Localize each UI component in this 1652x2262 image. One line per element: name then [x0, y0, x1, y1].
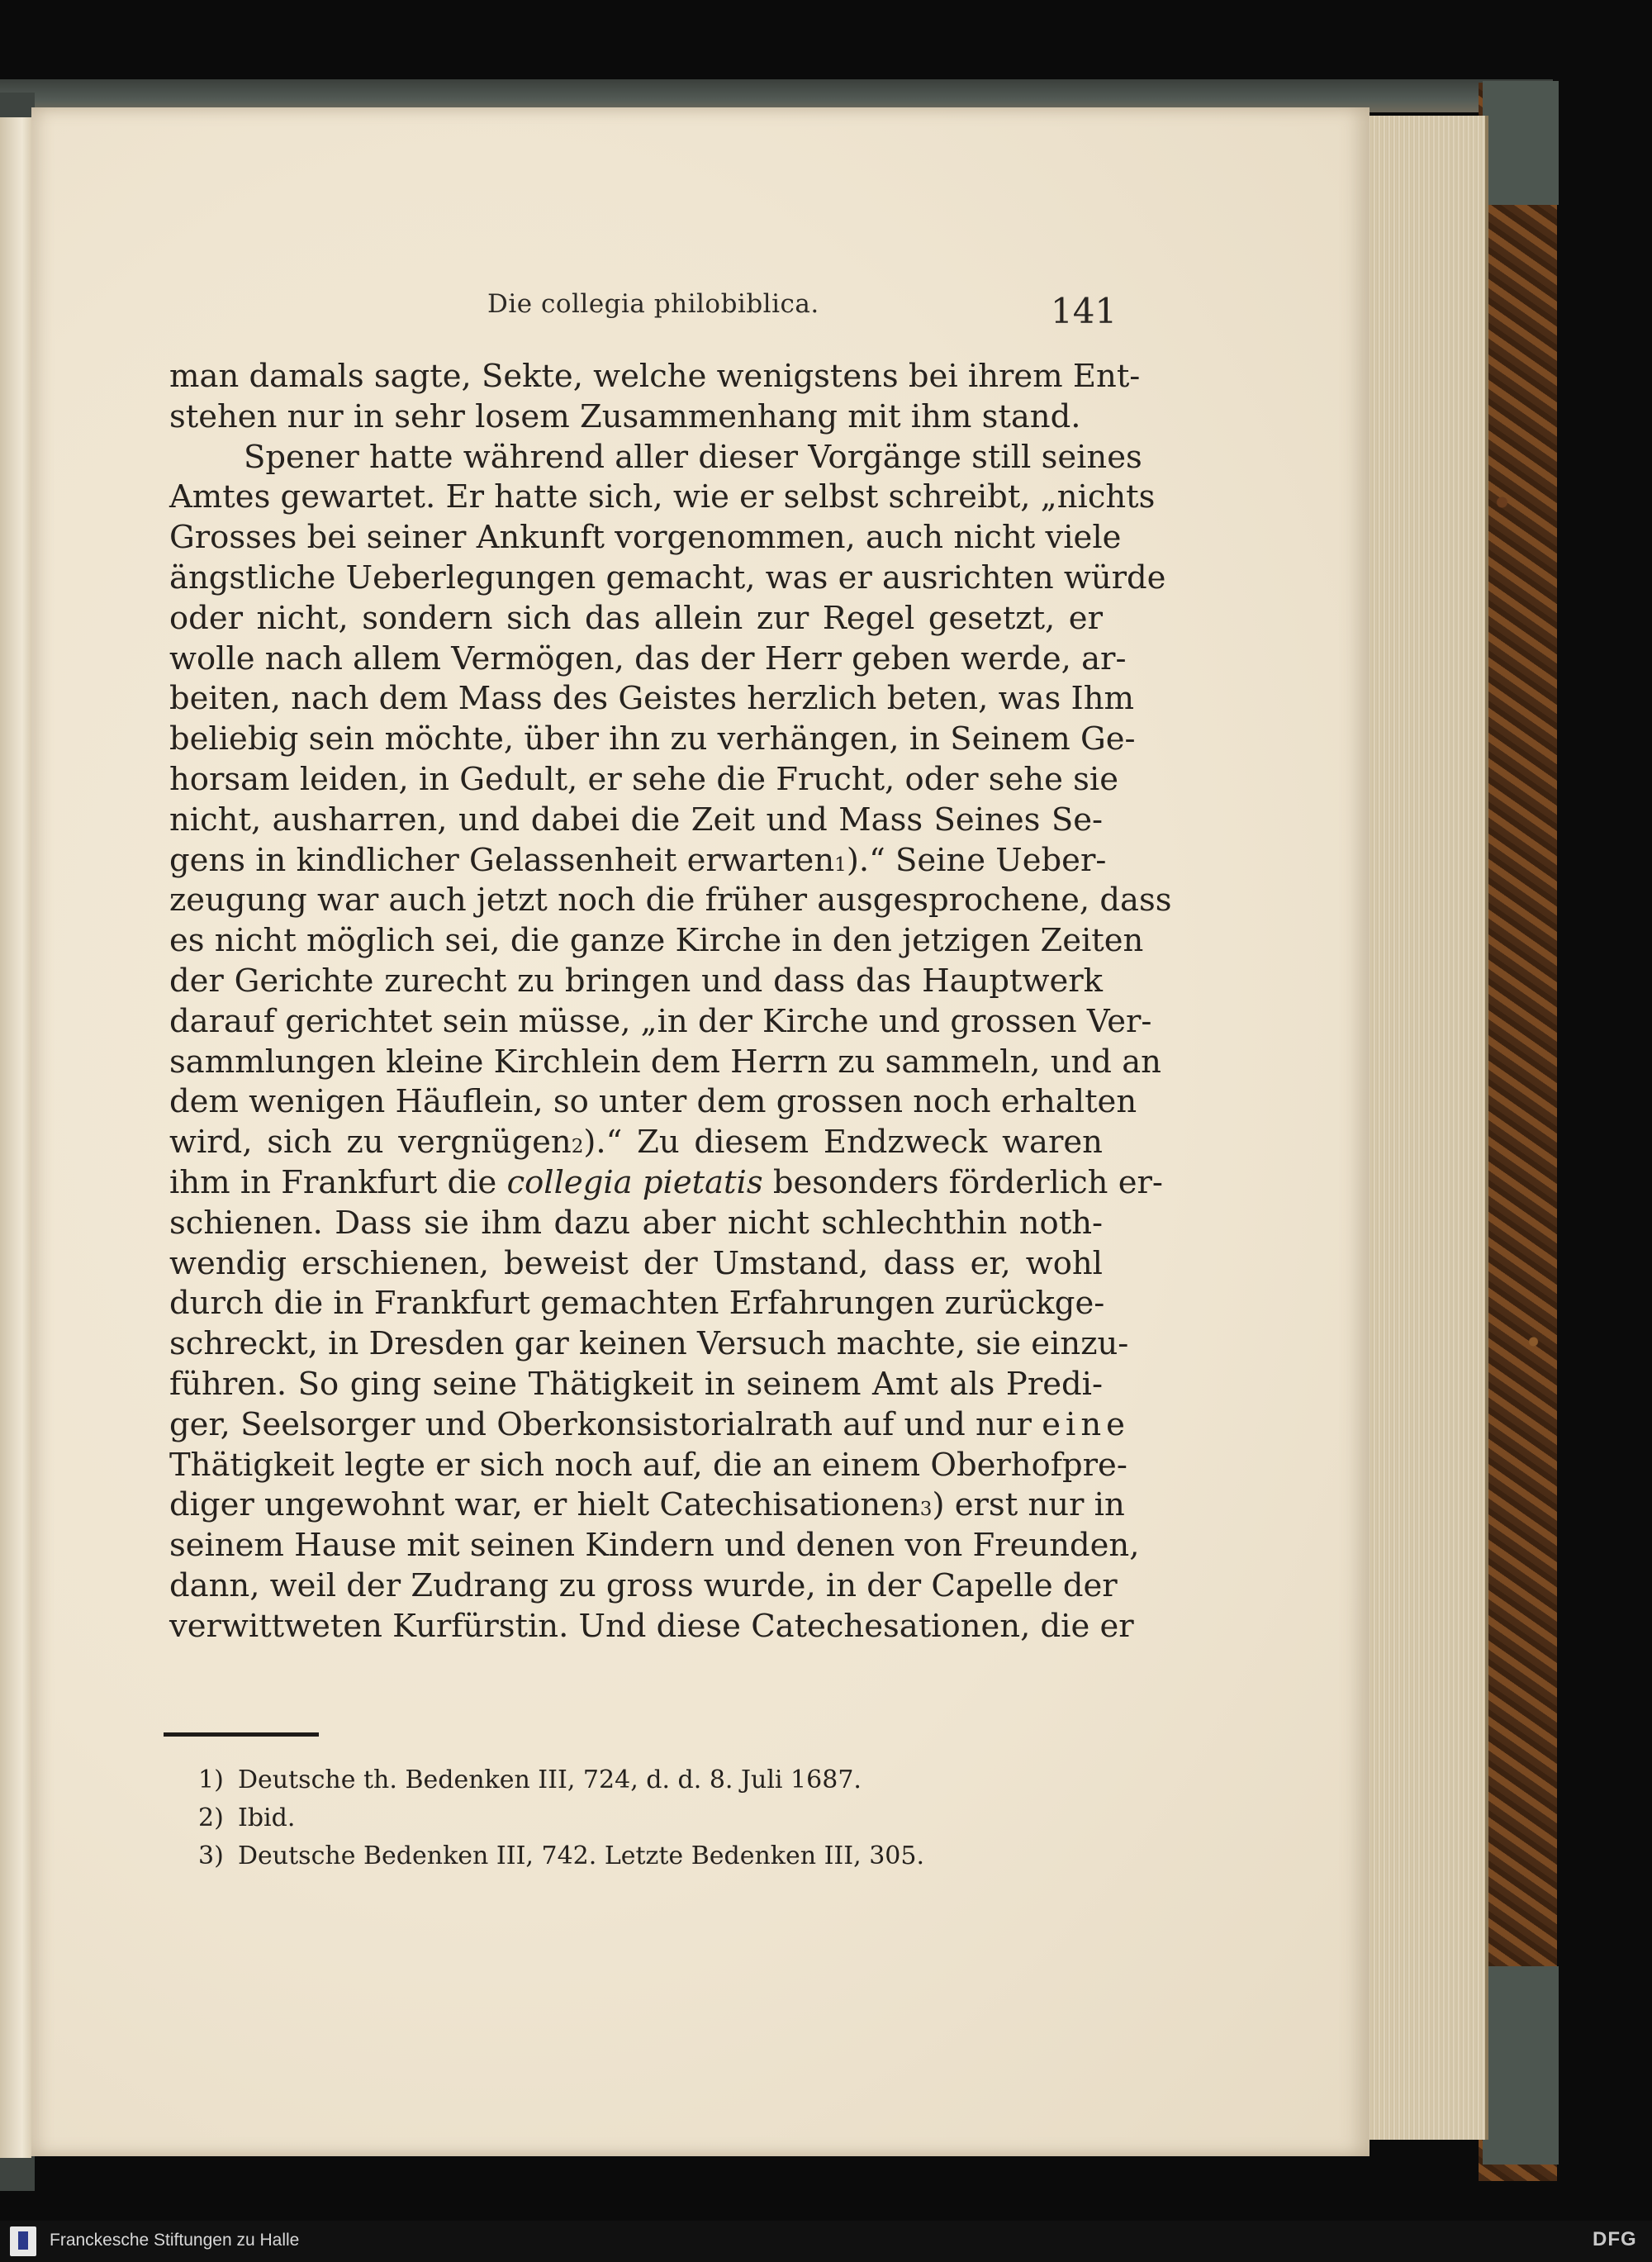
footnote [198, 1799, 924, 1837]
text-line: ängstliche Ueberlegungen gemacht, was er ausrichten würde [169, 558, 1166, 596]
footnote-text: Deutsche th. Bedenken III, 724, d. d. 8. Juli 1687. [238, 1765, 862, 1794]
text-line: oder nicht, sondern sich das allein zur Regel gesetzt, er [169, 599, 1103, 637]
text-fragment: wird, sich zu vergnügen [169, 1124, 572, 1162]
text-line [169, 1485, 1125, 1526]
spaced-word: eine [1042, 1405, 1130, 1443]
footnote [198, 1761, 924, 1799]
text-line: nicht, ausharren, und dabei die Zeit und Mass Seines Se- [169, 801, 1103, 839]
text-line: der Gerichte zurecht zu bringen und dass das Hauptwerk [169, 962, 1103, 1000]
text-line: wendig erschienen, beweist der Umstand, dass er, wohl [169, 1244, 1103, 1282]
text-fragment: ).“ Zu diesem Endzweck waren [583, 1124, 1103, 1162]
footnote-mark: 1) [198, 1765, 224, 1794]
dfg-logo: DFG [1593, 2228, 1637, 2250]
spine-cloth-top [1483, 81, 1559, 205]
text-line: Amtes gewartet. Er hatte sich, wie er selbst schreibt, „nichts [169, 478, 1156, 516]
text-line: Spener hatte während aller dieser Vorgänge still seines [244, 438, 1142, 476]
footnote-ref[interactable]: 3 [919, 1499, 933, 1521]
text-fragment: ger, Seelsorger und Oberkonsistorialrath auf und nur [169, 1405, 1032, 1443]
text-fragment: diger ungewohnt war, er hielt Catechisationen [169, 1486, 920, 1524]
text-line: schreckt, in Dresden gar keinen Versuch machte, sie einzu- [169, 1325, 1129, 1363]
footnote-mark: 2) [198, 1803, 224, 1832]
italic-phrase: collegia pietatis [506, 1163, 763, 1201]
text-line: darauf gerichtet sein müsse, „in der Kirche und grossen Ver- [169, 1002, 1152, 1040]
footnote-ref[interactable]: 2 [571, 1136, 584, 1158]
text-line: man damals sagte, Sekte, welche wenigstens bei ihrem Ent- [169, 358, 1141, 395]
text-line: seinem Hause mit seinen Kindern und denen von Freunden, [169, 1527, 1140, 1565]
spine-cloth-bottom [1483, 1966, 1559, 2165]
footnote-text: Ibid. [238, 1803, 296, 1832]
footnote [198, 1837, 924, 1875]
text-line: stehen nur in sehr losem Zusammenhang mit ihm stand. [169, 397, 1081, 435]
text-line: verwittweten Kurfürstin. Und diese Catechesationen, die er [169, 1607, 1134, 1645]
text-fragment: ihm in Frankfurt die [169, 1163, 497, 1201]
text-line [169, 1123, 1103, 1163]
text-line [169, 1405, 1130, 1446]
text-line: zeugung war auch jetzt noch die früher ausgesprochene, dass [169, 882, 1172, 920]
text-line: dann, weil der Zudrang zu gross wurde, in der Capelle der [169, 1566, 1118, 1604]
running-head: Die collegia philobiblica. [487, 289, 819, 319]
text-fragment: besonders förderlich er- [762, 1163, 1163, 1201]
text-line: horsam leiden, in Gedult, er sehe die Frucht, oder sehe sie [169, 760, 1118, 798]
footnote-text: Deutsche Bedenken III, 742. Letzte Bedenken III, 305. [238, 1841, 924, 1870]
text-line: sammlungen kleine Kirchlein dem Herrn zu sammeln, und an [169, 1043, 1161, 1081]
text-line: beiten, nach dem Mass des Geistes herzlich beten, was Ihm [169, 680, 1135, 718]
footnote-ref[interactable]: 1 [834, 853, 847, 876]
text-fragment: ) erst nur in [932, 1486, 1125, 1524]
footnote-mark: 3) [198, 1841, 224, 1870]
text-fragment: ).“ Seine Ueber- [846, 841, 1107, 879]
page-number: 141 [1051, 291, 1118, 331]
institution-logo-icon [10, 2226, 36, 2256]
text-line: Thätigkeit legte er sich noch auf, die an einem Oberhofpre- [169, 1446, 1127, 1484]
body-text [169, 357, 1172, 1647]
text-line: durch die in Frankfurt gemachten Erfahrungen zurückge- [169, 1285, 1105, 1323]
text-line [169, 841, 1107, 882]
footnote-rule [164, 1732, 319, 1737]
text-line: führen. So ging seine Thätigkeit in seinem Amt als Predi- [169, 1365, 1103, 1403]
text-line: wolle nach allem Vermögen, das der Herr geben werde, ar- [169, 639, 1127, 677]
page-stack-edge [1361, 116, 1488, 2140]
text-fragment: gens in kindlicher Gelassenheit erwarten [169, 841, 835, 879]
institution-credit: Franckesche Stiftungen zu Halle [50, 2231, 300, 2250]
text-line: es nicht möglich sei, die ganze Kirche in den jetzigen Zeiten [169, 922, 1144, 960]
text-line: Grosses bei seiner Ankunft vorgenommen, auch nicht viele [169, 519, 1122, 557]
marbled-back-board [1479, 83, 1557, 2181]
text-line [169, 1163, 1163, 1204]
left-page-edge [0, 117, 31, 2158]
text-line: dem wenigen Häuflein, so unter dem grossen noch erhalten [169, 1083, 1137, 1121]
footnotes [198, 1761, 924, 1875]
text-line: schienen. Dass sie ihm dazu aber nicht schlechthin noth- [169, 1204, 1103, 1242]
text-line: beliebig sein möchte, über ihn zu verhängen, in Seinem Ge- [169, 720, 1136, 758]
